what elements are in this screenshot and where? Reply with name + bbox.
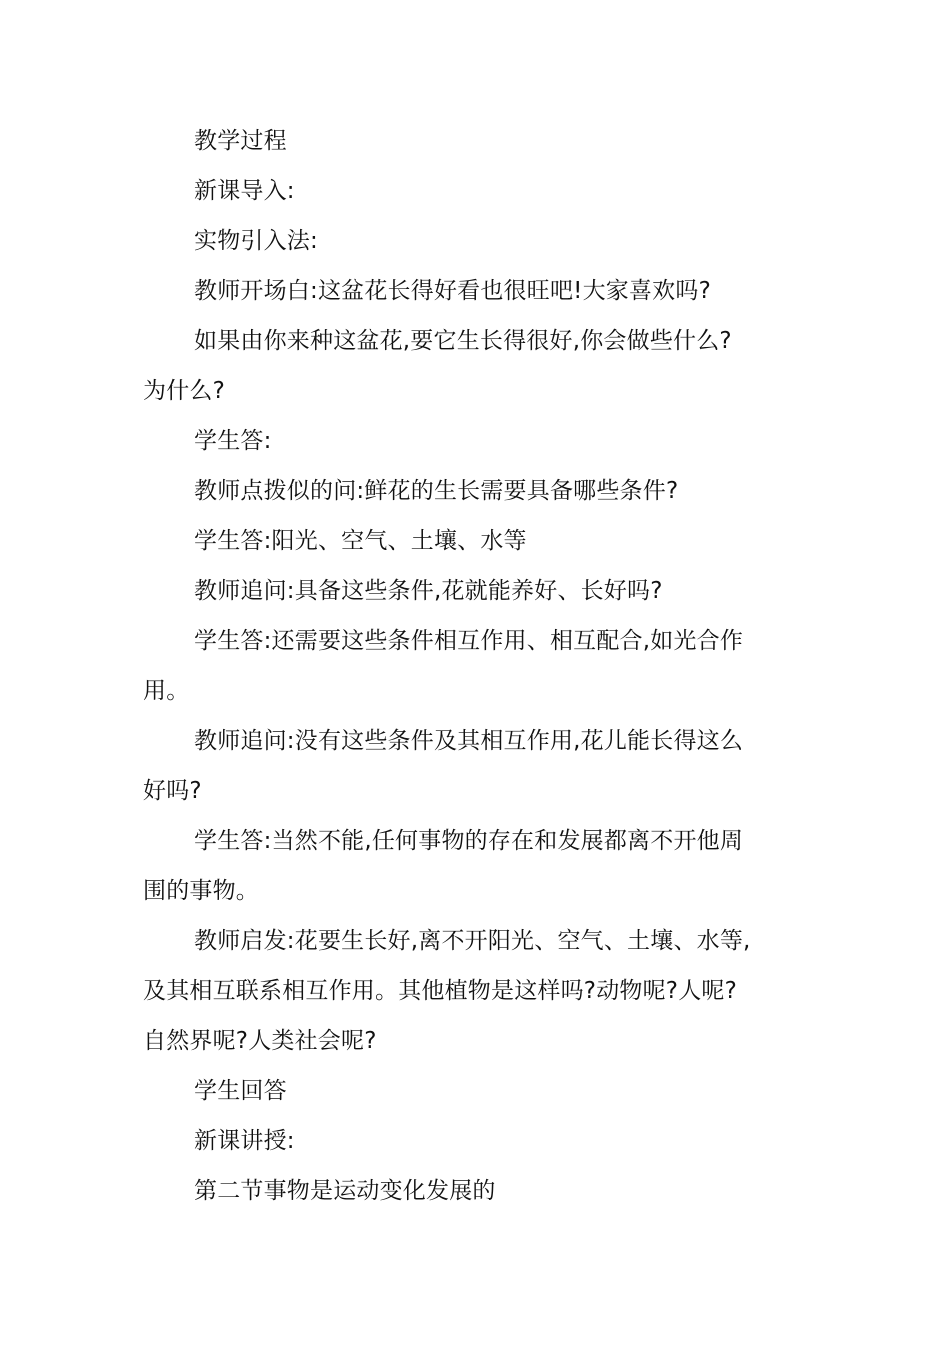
student-answer: 学生答:还需要这些条件相互作用、相互配合,如光合作用。 xyxy=(143,628,744,704)
teacher-question: 如果由你来种这盆花,要它生长得很好,你会做些什么?为什么? xyxy=(143,328,732,404)
teacher-inspiration: 教师启发:花要生长好,离不开阳光、空气、土壤、水等,及其相互联系相互作用。其他植物是这样吗?动物呢?人呢?自然界呢?人类社会呢? xyxy=(143,928,751,1054)
document-body xyxy=(143,116,753,1216)
teacher-follow-up: 教师追问:具备这些条件,花就能养好、长好吗? xyxy=(194,578,663,604)
section-heading-new-lesson-intro: 新课导入: xyxy=(194,178,295,204)
section-heading-new-lesson: 新课讲授: xyxy=(194,1128,295,1154)
teacher-opening: 教师开场白:这盆花长得好看也很旺吧!大家喜欢吗? xyxy=(194,278,711,304)
section-title: 第二节事物是运动变化发展的 xyxy=(194,1178,496,1204)
student-response: 学生回答 xyxy=(194,1078,287,1104)
student-answer: 学生答:当然不能,任何事物的存在和发展都离不开他周围的事物。 xyxy=(143,828,744,904)
section-heading-teaching-process: 教学过程 xyxy=(194,128,287,154)
student-answer: 学生答:阳光、空气、土壤、水等 xyxy=(194,528,527,554)
teacher-prompt: 教师点拨似的问:鲜花的生长需要具备哪些条件? xyxy=(194,478,679,504)
teacher-follow-up: 教师追问:没有这些条件及其相互作用,花儿能长得这么好吗? xyxy=(143,728,744,804)
method-heading: 实物引入法: xyxy=(194,228,318,254)
student-answer: 学生答: xyxy=(194,428,272,454)
